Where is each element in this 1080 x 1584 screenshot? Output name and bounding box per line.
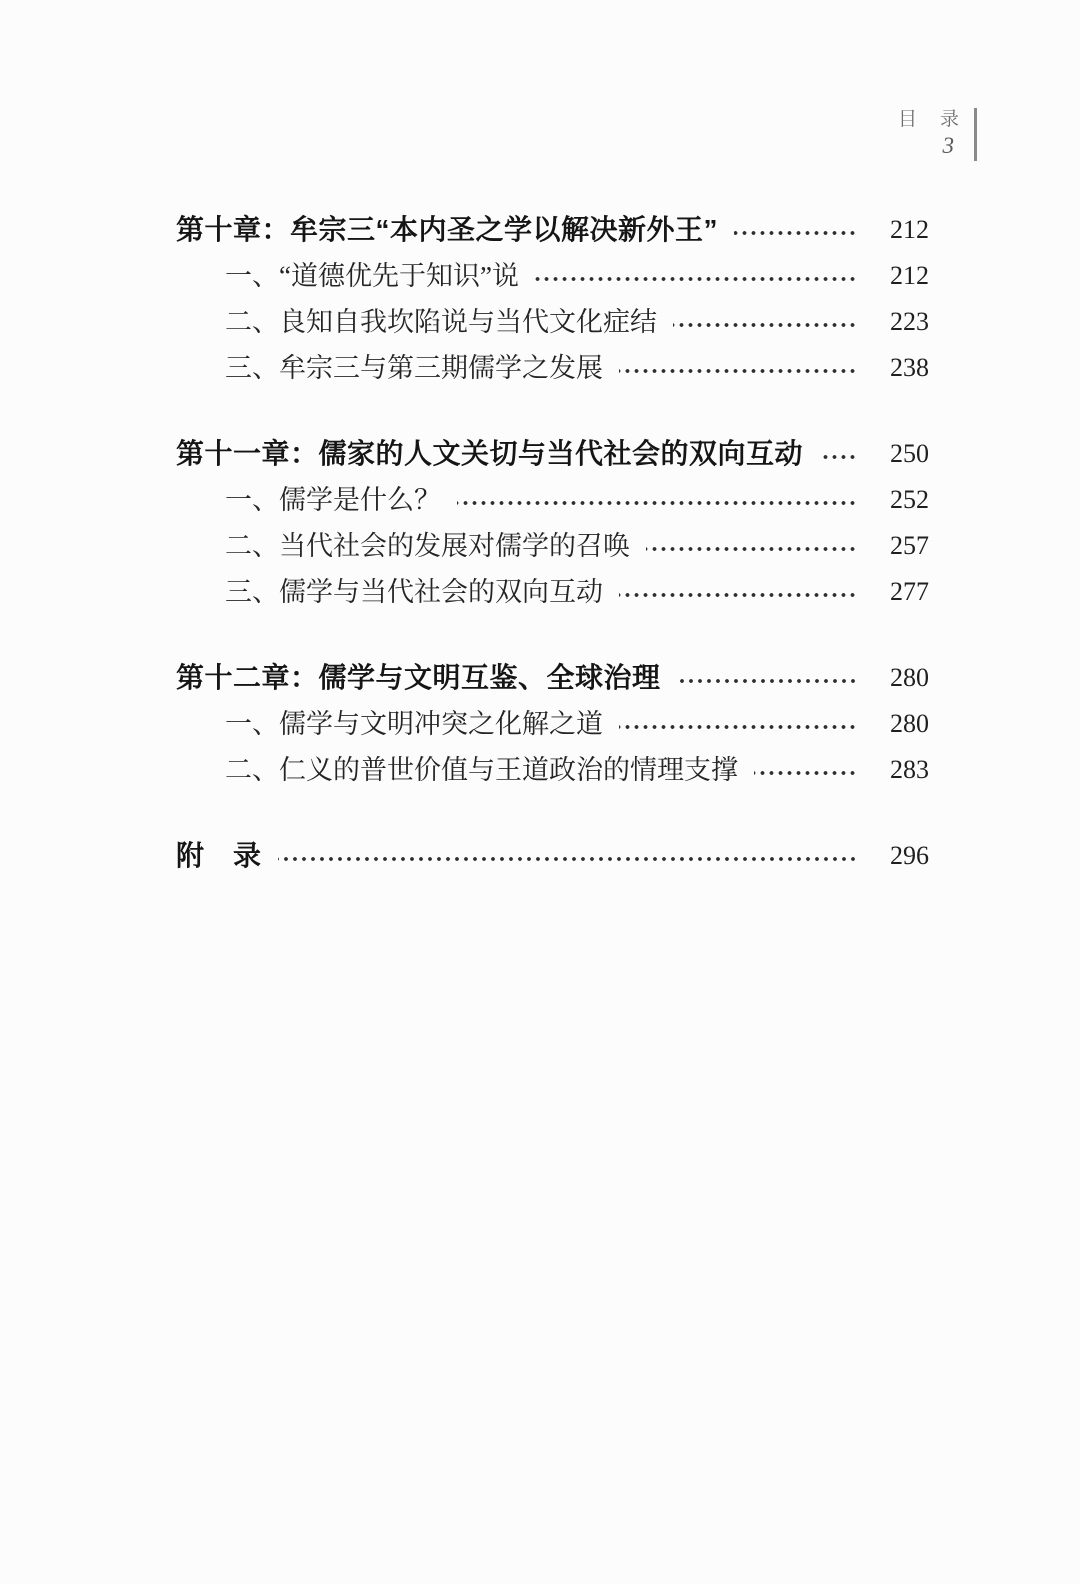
toc-entry-label: 三、儒学与当代社会的双向互动 bbox=[225, 577, 603, 607]
toc-entry-label: 第十一章：儒家的人文关切与当代社会的双向互动 bbox=[176, 438, 804, 469]
toc-sub-row bbox=[176, 701, 929, 747]
toc-sub-row bbox=[176, 523, 929, 569]
dot-leader bbox=[677, 675, 857, 687]
toc-block bbox=[176, 833, 929, 879]
toc-page-number: 283 bbox=[890, 755, 929, 784]
toc-page-number: 212 bbox=[890, 261, 929, 290]
dot-leader bbox=[646, 543, 857, 555]
toc-block bbox=[176, 431, 929, 615]
toc-page-number: 277 bbox=[890, 577, 929, 606]
toc-chapter-row bbox=[176, 833, 929, 879]
toc-entry-label: 第十二章：儒学与文明互鉴、全球治理 bbox=[176, 662, 661, 693]
dot-leader bbox=[734, 227, 857, 239]
toc-entry-label: 二、当代社会的发展对儒学的召唤 bbox=[225, 531, 630, 561]
toc-chapter-row bbox=[176, 655, 929, 701]
toc-page-number: 280 bbox=[890, 663, 929, 692]
running-header-text bbox=[898, 108, 961, 161]
toc bbox=[176, 207, 929, 879]
toc-page-number: 252 bbox=[890, 485, 929, 514]
toc-entry-label: 三、牟宗三与第三期儒学之发展 bbox=[225, 353, 603, 383]
toc-page-number: 296 bbox=[890, 841, 929, 870]
dot-leader bbox=[619, 589, 857, 601]
page-number: 3 bbox=[942, 133, 954, 158]
toc-entry-label: 二、良知自我坎陷说与当代文化症结 bbox=[225, 307, 657, 337]
toc-entry-label: 第十章：牟宗三“本内圣之学以解决新外王” bbox=[176, 214, 719, 245]
toc-entry-label: 一、“道德优先于知识”说 bbox=[225, 261, 519, 291]
toc-entry-label: 一、儒学是什么？ bbox=[225, 485, 441, 515]
toc-entry-label: 附 录 bbox=[176, 840, 262, 871]
dot-leader bbox=[535, 273, 857, 285]
dot-leader bbox=[278, 853, 857, 865]
dot-leader bbox=[619, 365, 857, 377]
dot-leader bbox=[619, 721, 857, 733]
toc-chapter-row bbox=[176, 431, 929, 477]
toc-block bbox=[176, 655, 929, 793]
toc-page-number: 238 bbox=[890, 353, 929, 382]
toc-sub-row bbox=[176, 299, 929, 345]
toc-sub-row bbox=[176, 477, 929, 523]
toc-sub-row bbox=[176, 253, 929, 299]
toc-page-number: 280 bbox=[890, 709, 929, 738]
toc-entry-label: 二、仁义的普世价值与王道政治的情理支撑 bbox=[225, 755, 738, 785]
dot-leader bbox=[819, 451, 857, 463]
dot-leader bbox=[457, 497, 857, 509]
dot-leader bbox=[754, 767, 857, 779]
dot-leader bbox=[673, 319, 857, 331]
toc-sub-row bbox=[176, 569, 929, 615]
running-header-title: 目 录 bbox=[897, 109, 961, 130]
header-vertical-rule bbox=[974, 108, 977, 161]
toc-page-number: 257 bbox=[890, 531, 929, 560]
running-header bbox=[898, 108, 977, 161]
toc-sub-row bbox=[176, 345, 929, 391]
toc-entry-label: 一、儒学与文明冲突之化解之道 bbox=[225, 709, 603, 739]
toc-page-number: 223 bbox=[890, 307, 929, 336]
toc-chapter-row bbox=[176, 207, 929, 253]
toc-page-number: 212 bbox=[890, 215, 929, 244]
toc-page-number: 250 bbox=[890, 439, 929, 468]
toc-block bbox=[176, 207, 929, 391]
toc-sub-row bbox=[176, 747, 929, 793]
